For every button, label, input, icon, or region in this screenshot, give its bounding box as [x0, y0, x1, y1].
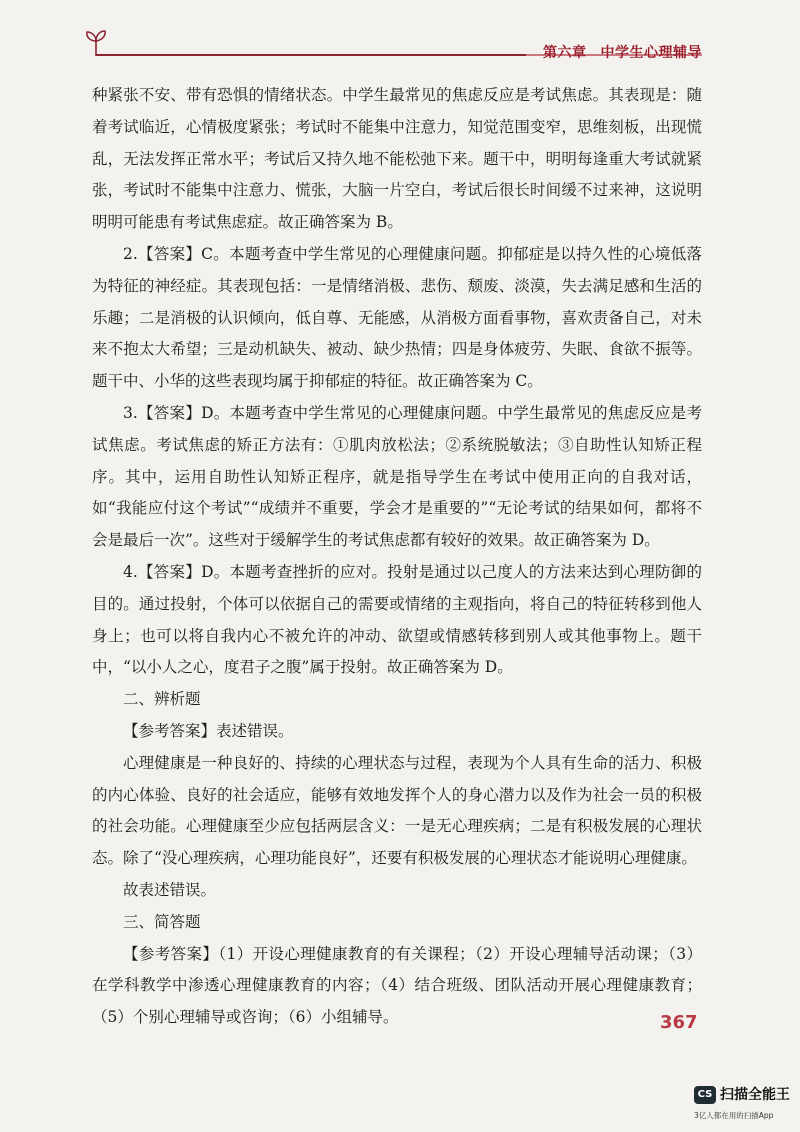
reference-answer-short: 【参考答案】（1）开设心理健康教育的有关课程；（2）开设心理辅导活动课；（3）在学科教学中渗透心理健康教育的内容；（4）结合班级、团队活动开展心理健康教育；（5）个别心理辅导或咨询；（6）小组辅导。 — [92, 944, 702, 1027]
answer-4: 4.【答案】D。本题考查挫折的应对。投射是通过以己度人的方法来达到心理防御的目的。通过投射，个体可以依据自己的需要或情绪的主观指向，将自己的特征转移到他人身上；也可以将自我内心不被允许的冲动、欲望或情感转移到别人或其他事物上。题干中，“以小人之心，度君子之腹”属于投射。故正确答案为 D。 — [92, 562, 702, 677]
header-rule — [96, 54, 526, 56]
camscanner-logo-icon: CS — [694, 1086, 716, 1104]
chapter-label: 第六章 — [543, 45, 587, 61]
analysis-conclusion: 故表述错误。 — [123, 880, 217, 899]
answer-2: 2.【答案】C。本题考查中学生常见的心理健康问题。抑郁症是以持久性的心境低落为特征的神经症。其表现包括：一是情绪消极、悲伤、颓废、淡漠，失去满足感和生活的乐趣；二是消极的认识倾向，低自尊、无能感，从消极方面看事物，喜欢责备自己，对未来不抱太大希望；三是动机缺失、被动、缺少热情；四是身体疲劳、失眠、食欲不振等。题干中、小华的这些表现均属于抑郁症的特征。故正确答案为 C。 — [92, 244, 702, 391]
analysis-explanation: 心理健康是一种良好的、持续的心理状态与过程，表现为个人具有生命的活力、积极的内心体验、良好的社会适应，能够有效地发挥个人的身心潜力以及作为社会一员的积极的社会功能。心理健康至少应包括两层含义：一是无心理疾病；二是有积极发展的心理状态。除了“没心理疾病，心理功能良好”，还要有积极发展的心理状态才能说明心理健康。 — [92, 753, 702, 868]
chapter-title: 中学生心理辅导 — [600, 45, 702, 61]
watermark-app-name: 扫描全能王 — [720, 1087, 790, 1103]
page-body — [92, 80, 702, 1034]
reference-answer-analysis: 【参考答案】表述错误。 — [123, 721, 294, 740]
chapter-heading — [543, 42, 702, 62]
section-title-short-answer: 三、简答题 — [123, 912, 201, 931]
answer-3: 3.【答案】D。本题考查中学生常见的心理健康问题。中学生最常见的焦虑反应是考试焦虑。考试焦虑的矫正方法有：①肌肉放松法；②系统脱敏法；③自助性认知矫正程序。其中，运用自助性认知矫正程序，就是指导学生在考试中使用正向的自我对话，如“我能应付这个考试”“成绩并不重要，学会才是重要的”“无论考试的结果如何，都将不会是最后一次”。这些对于缓解学生的考试焦虑都有较好的效果。故正确答案为 D。 — [92, 403, 702, 550]
paragraph-continuation: 种紧张不安、带有恐惧的情绪状态。中学生最常见的焦虑反应是考试焦虑。其表现是：随着考试临近，心情极度紧张；考试时不能集中注意力，知觉范围变窄，思维刻板，出现慌乱，无法发挥正常水平；考试后又持久地不能松弛下来。题干中，明明每逢重大考试就紧张，考试时不能集中注意力、慌张，大脑一片空白，考试后很长时间缓不过来神，这说明明明可能患有考试焦虑症。故正确答案为 B。 — [92, 86, 702, 232]
page-header — [0, 0, 800, 80]
section-title-analysis: 二、辨析题 — [123, 690, 201, 709]
scanner-watermark — [694, 1082, 798, 1128]
page-number: 367 — [660, 1012, 698, 1033]
watermark-tagline: 3亿人都在用的扫描App — [694, 1111, 774, 1120]
